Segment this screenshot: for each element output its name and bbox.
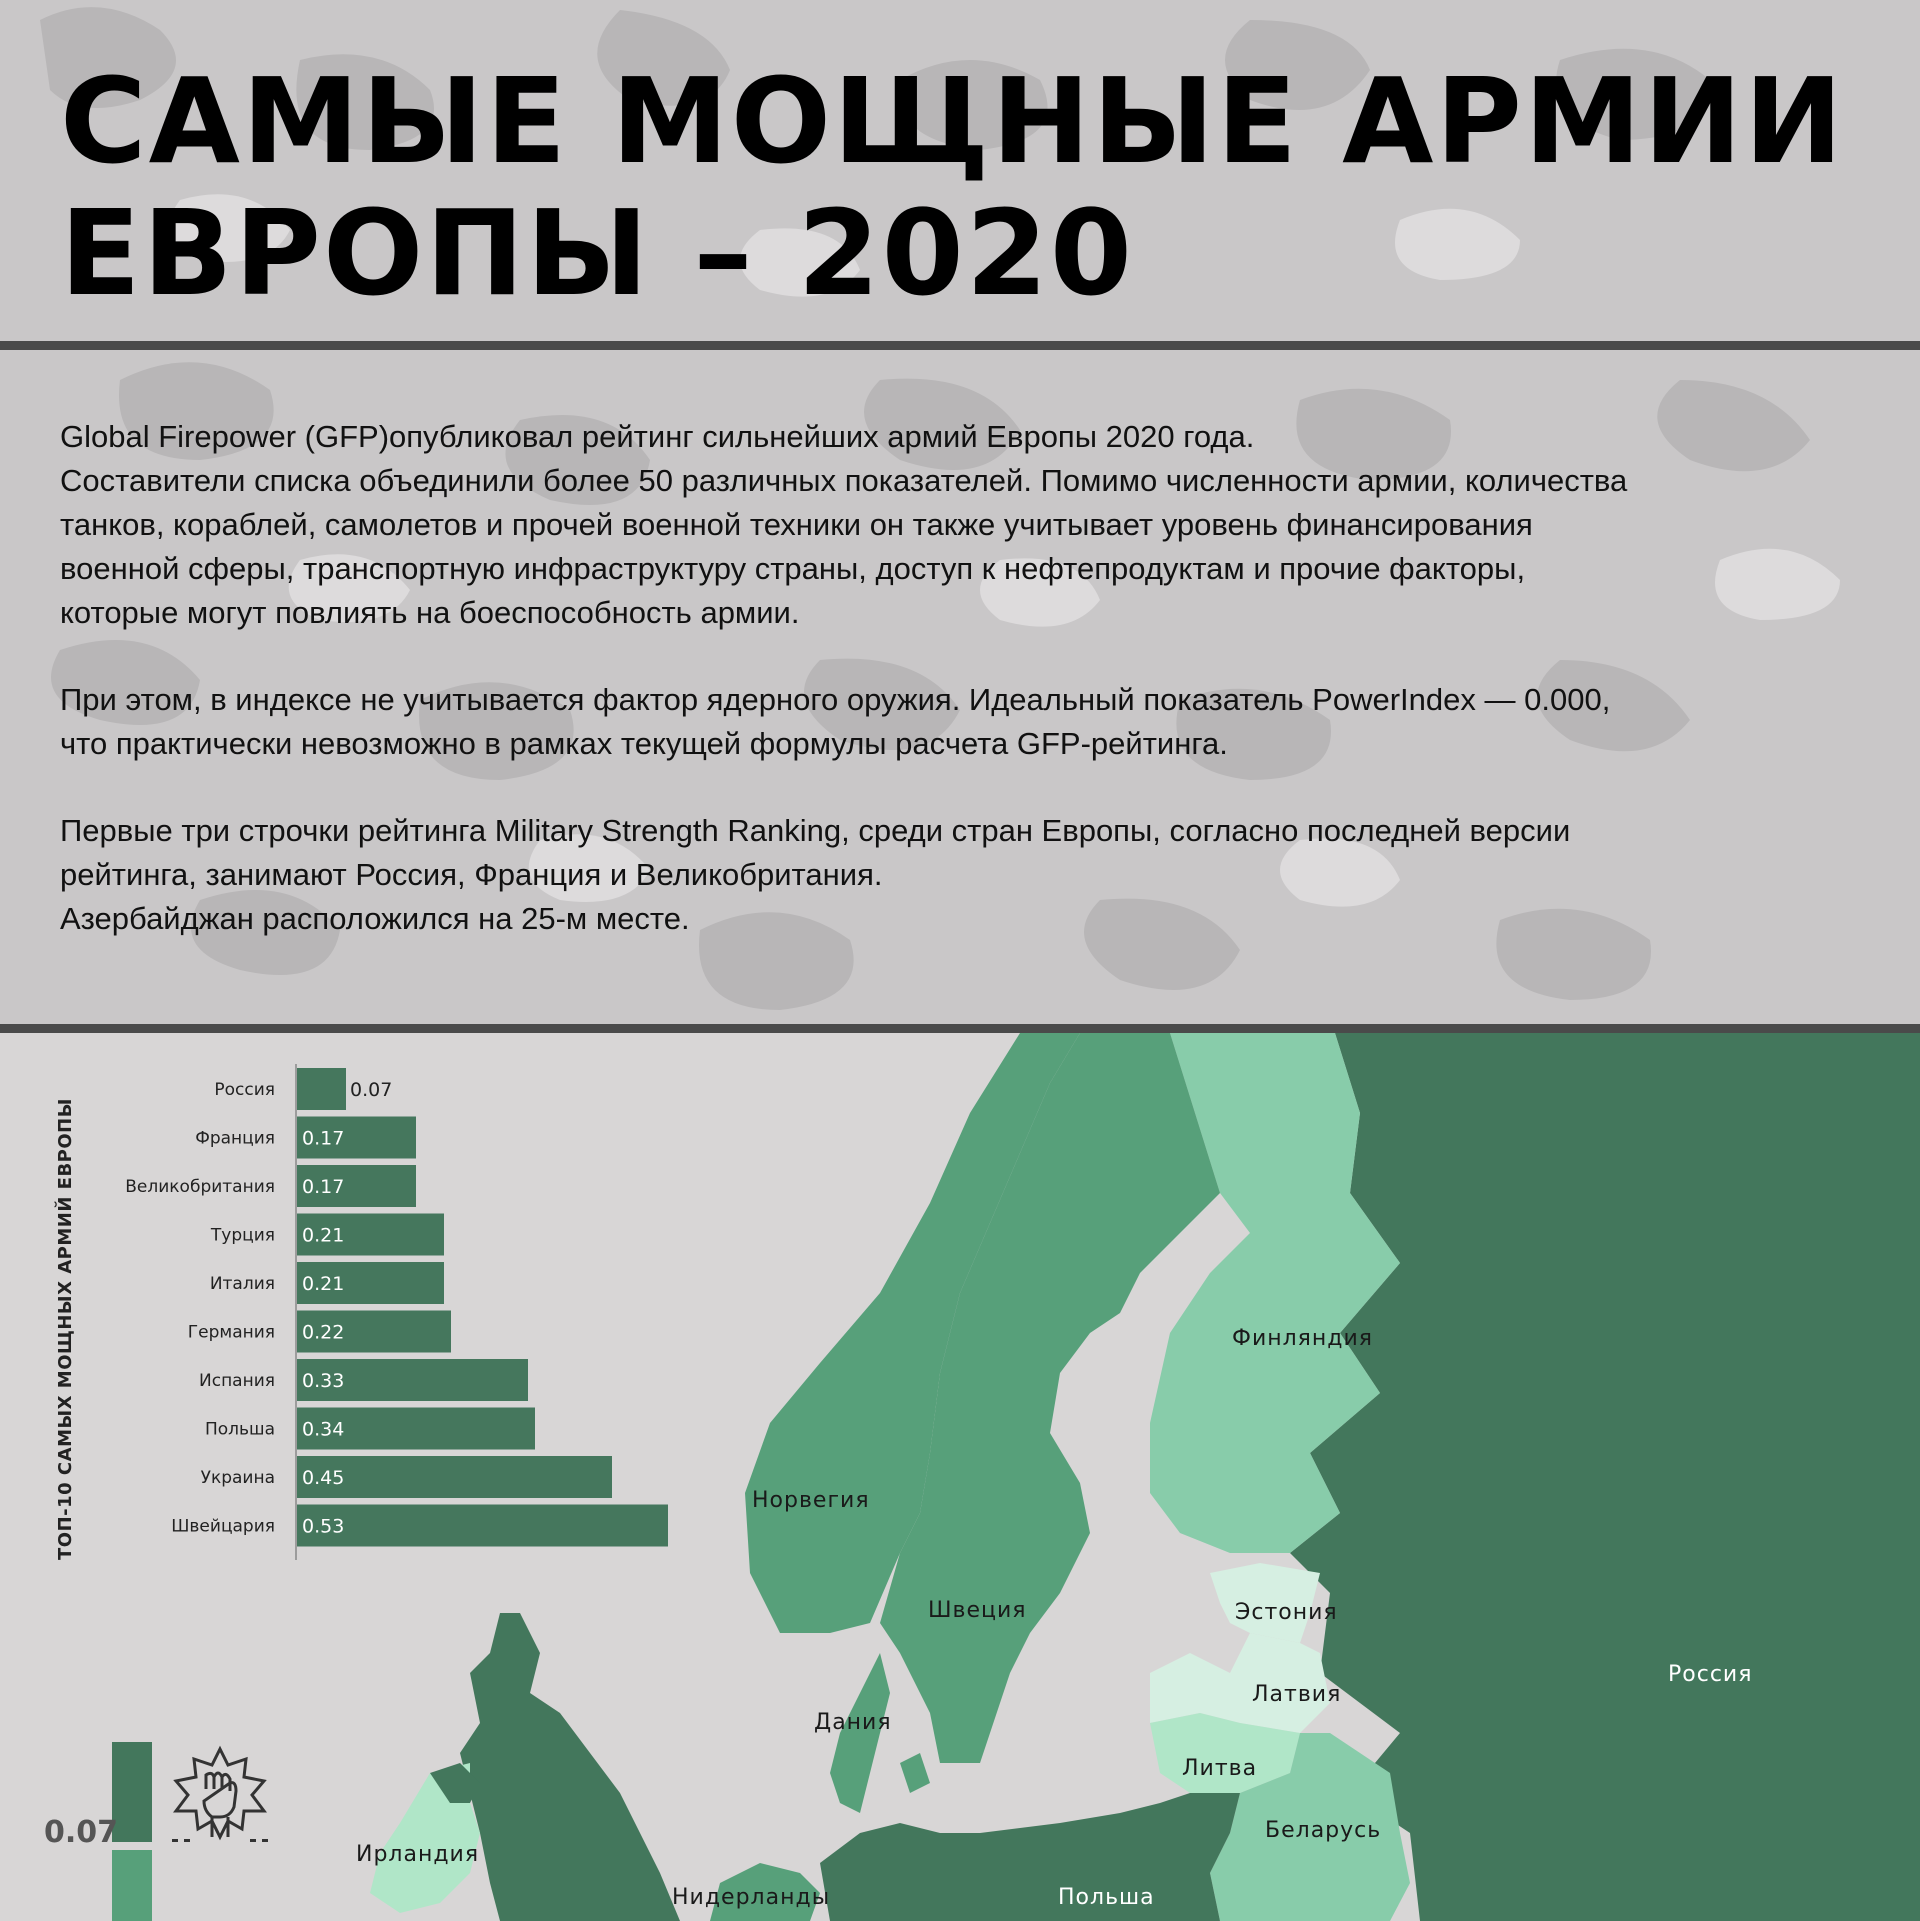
intro-line: рейтинга, занимают Россия, Франция и Великобритания. (60, 857, 883, 892)
label-latvia: Латвия (1252, 1682, 1342, 1707)
intro-text (60, 415, 1880, 984)
bar-value-label: 0.34 (302, 1418, 345, 1441)
chart-title: ТОП-10 САМЫХ МОЩНЫХ АРМИЙ ЕВРОПЫ (55, 1098, 76, 1560)
bar-value-label: 0.33 (302, 1370, 345, 1392)
intro-paragraph-2 (60, 678, 1880, 766)
label-russia: Россия (1668, 1662, 1753, 1687)
intro-line: При этом, в индексе не учитывается фактор ядерного оружия. Идеальный показатель PowerIndex — 0.000, (60, 682, 1611, 717)
intro-line: военной сферы, транспортную инфраструктуру страны, доступ к нефтепродуктам и прочие факторы, (60, 551, 1526, 586)
label-ireland: Ирландия (356, 1842, 480, 1867)
bar-category-label: Россия (214, 1080, 275, 1100)
bar-category-label: Испания (199, 1371, 275, 1391)
bar-value-label: 0.21 (302, 1273, 345, 1295)
divider-bottom (0, 1024, 1920, 1033)
intro-line: Составители списка объединили более 50 различных показателей. Помимо численности армии, количества (60, 463, 1628, 498)
bar (297, 1505, 668, 1547)
label-sweden: Швеция (928, 1598, 1027, 1623)
intro-line: танков, кораблей, самолетов и прочей военной техники он также учитывает уровень финансирования (60, 507, 1533, 542)
bar-category-label: Великобритания (125, 1177, 275, 1197)
page-title-line-1: САМЫЕ МОЩНЫЕ АРМИИ (60, 52, 1845, 190)
bar-category-label: Франция (195, 1128, 275, 1149)
intro-paragraph-3 (60, 809, 1880, 941)
bar-value-label: 0.22 (302, 1321, 345, 1344)
intro-line: Global Firepower (GFP)опубликовал рейтинг сильнейших армий Европы 2020 года. (60, 419, 1255, 454)
bar-category-label: Швейцария (171, 1516, 275, 1537)
legend-value: 0.07 (44, 1815, 119, 1850)
bar-category-label: Германия (187, 1322, 275, 1343)
bar-value-label: 0.17 (302, 1127, 345, 1150)
intro-line: Первые три строчки рейтинга Military Strength Ranking, среди стран Европы, согласно последней версии (60, 813, 1571, 848)
bar-category-label: Италия (209, 1274, 275, 1294)
bar-category-label: Турция (210, 1225, 275, 1246)
label-netherlands: Нидерланды (672, 1885, 831, 1910)
label-lithuania: Литва (1182, 1756, 1258, 1781)
label-belarus: Беларусь (1265, 1818, 1382, 1843)
intro-line: что практически невозможно в рамках текущей формулы расчета GFP-рейтинга. (60, 726, 1228, 761)
intro-line: Азербайджан расположился на 25-м месте. (60, 901, 690, 936)
bar-value-label: 0.45 (302, 1467, 345, 1489)
divider-top (0, 341, 1920, 350)
label-poland: Польша (1058, 1885, 1155, 1910)
intro-paragraph-1 (60, 415, 1880, 635)
intro-line: которые могут повлиять на боеспособность армии. (60, 595, 800, 630)
bar (297, 1068, 346, 1110)
label-estonia: Эстония (1235, 1600, 1338, 1625)
bar-value-label: 0.21 (302, 1224, 345, 1247)
label-finland: Финляндия (1232, 1326, 1374, 1351)
bar-category-label: Польша (204, 1419, 275, 1440)
bar-category-label: Украина (200, 1468, 275, 1488)
label-norway: Норвегия (752, 1488, 870, 1513)
fist-emblem-icon (168, 1745, 272, 1845)
bar-chart (90, 1060, 710, 1570)
bar-value-label: 0.07 (350, 1079, 393, 1101)
bar-value-label: 0.17 (302, 1176, 345, 1198)
label-denmark: Дания (814, 1710, 892, 1735)
bar-value-label: 0.53 (302, 1515, 345, 1538)
page-title (60, 52, 1880, 322)
page-title-line-2: ЕВРОПЫ – 2020 (60, 184, 1134, 322)
